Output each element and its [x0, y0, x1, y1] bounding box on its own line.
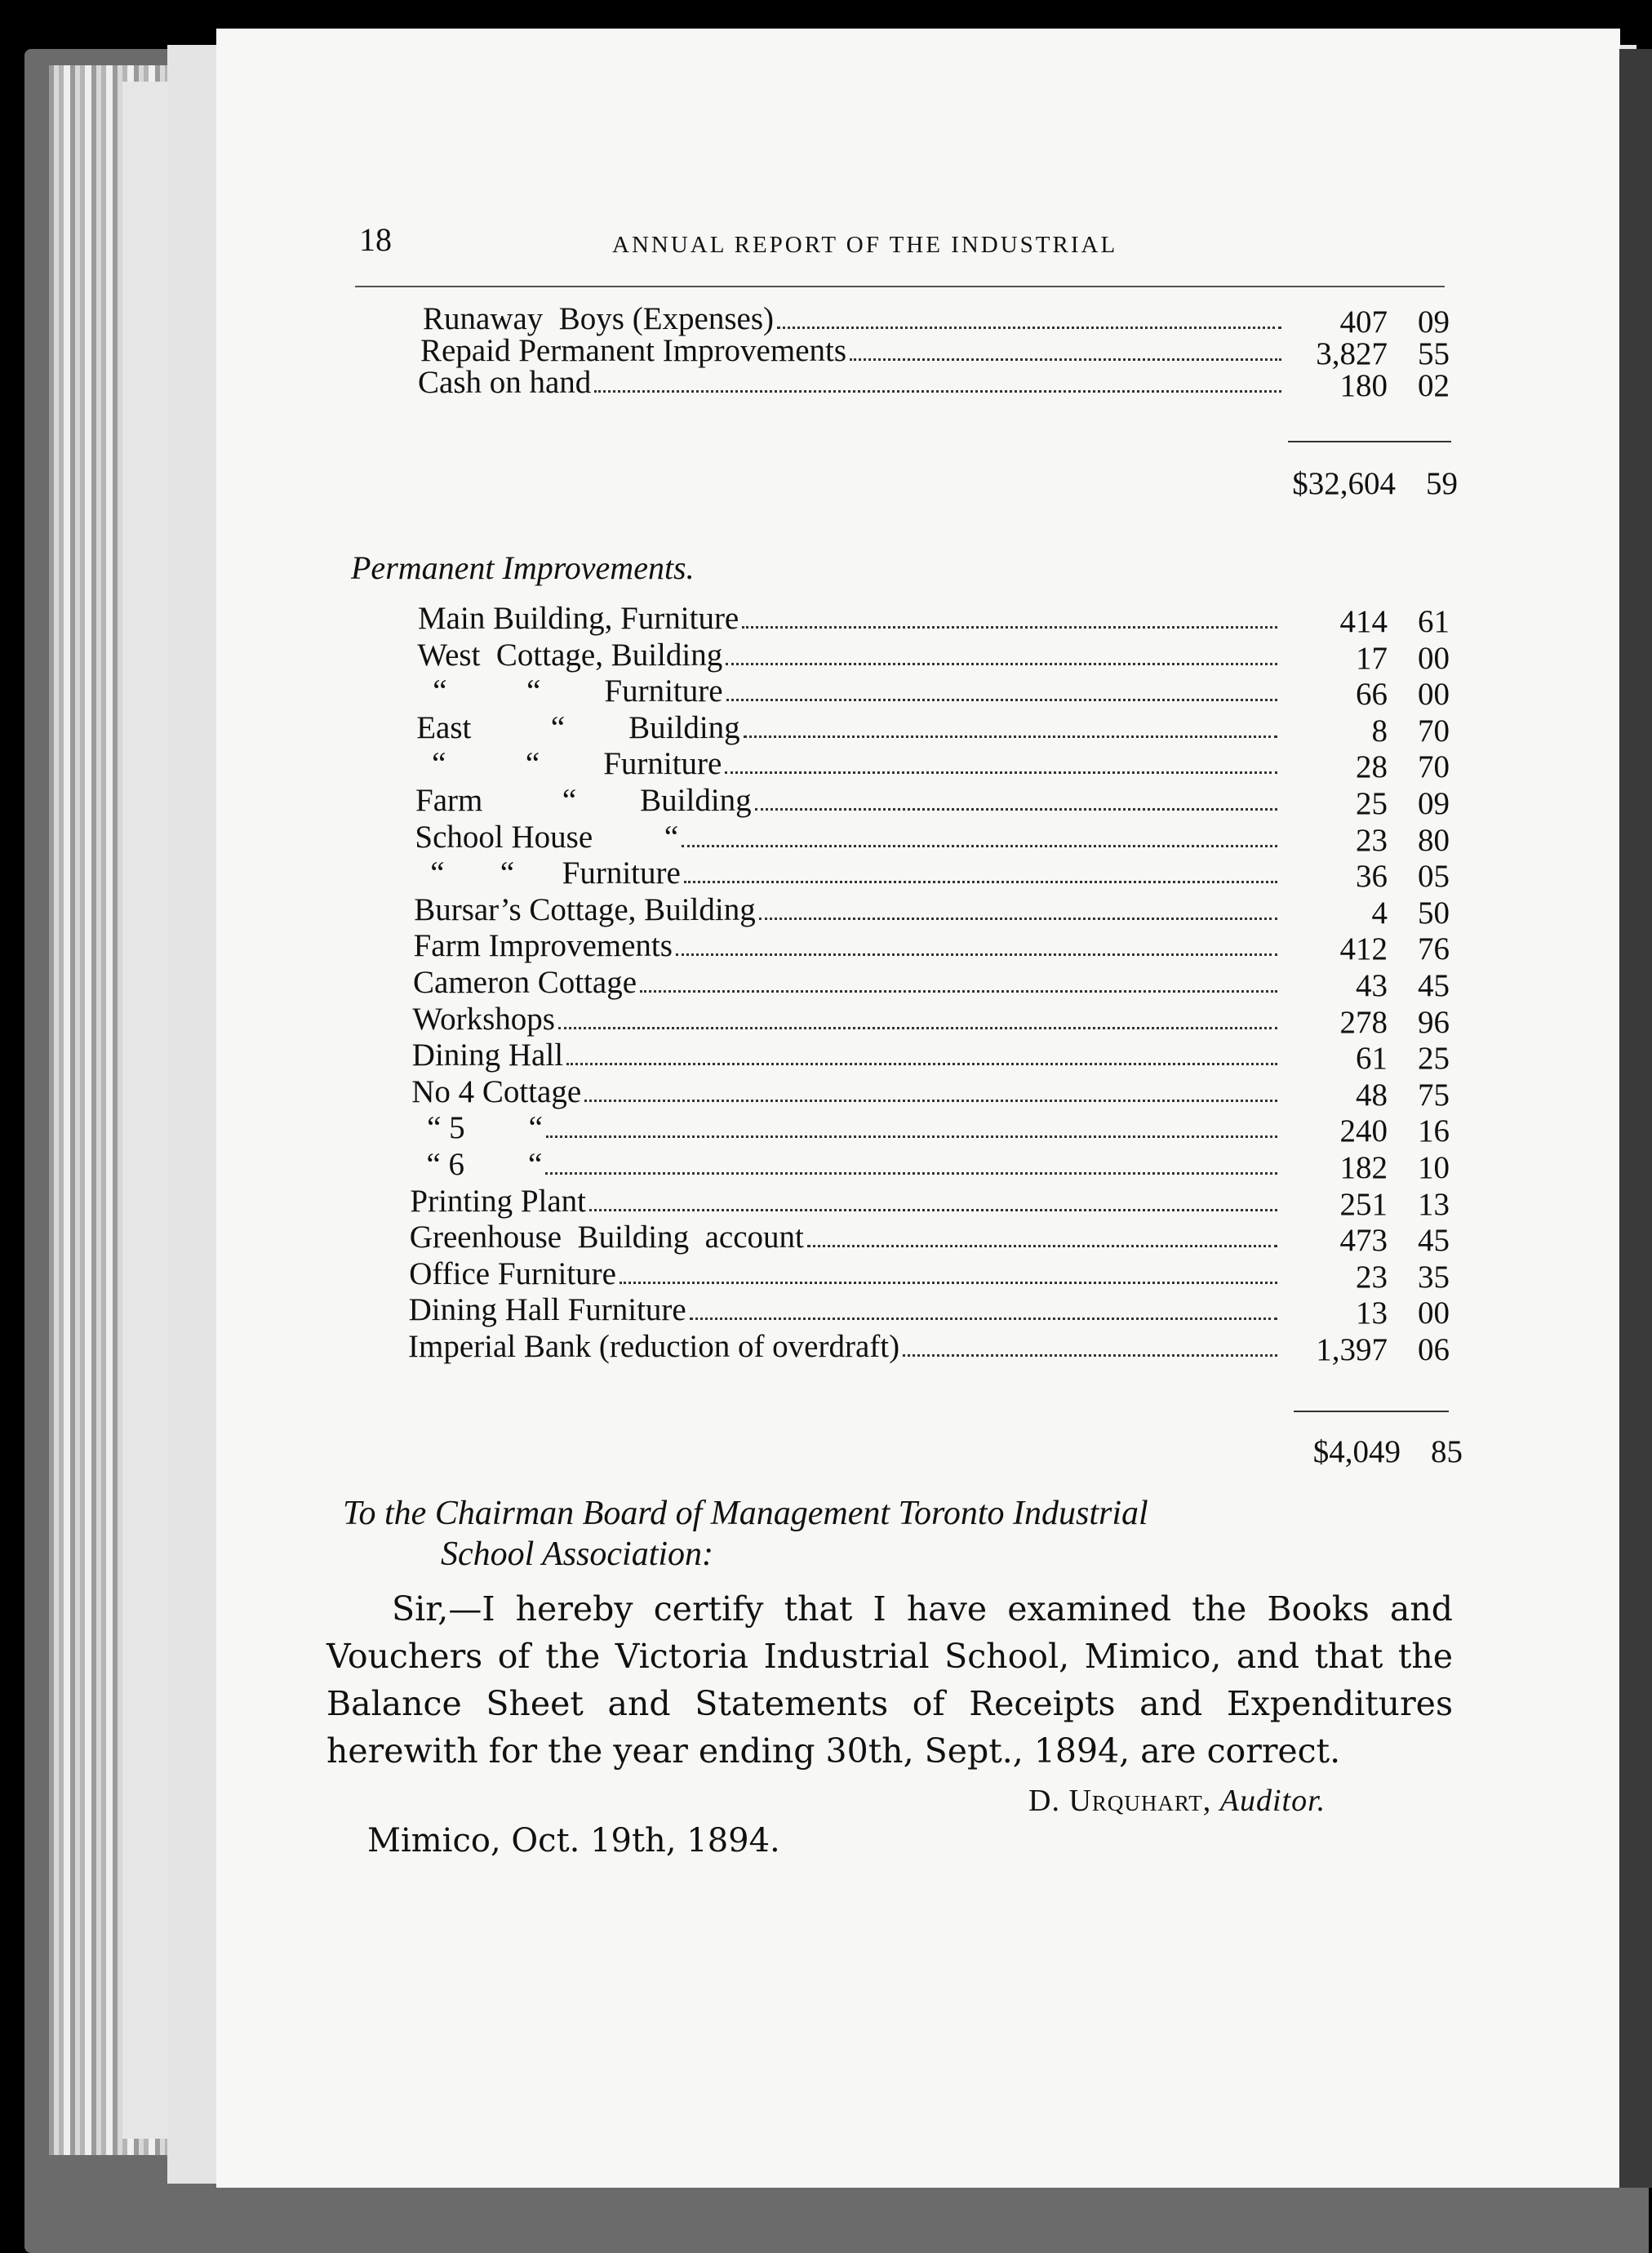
improvement-item-row [418, 600, 1286, 638]
improvement-item-dollars: 182 [1339, 1150, 1388, 1185]
items-total-cents: 85 [1431, 1434, 1463, 1469]
improvement-item-label: “ “ Furniture [415, 746, 722, 782]
items-total-dollars: $4,049 [1312, 1434, 1401, 1469]
improvement-item-row [413, 964, 1286, 1002]
improvement-item-cents: 05 [1418, 859, 1450, 895]
improvement-item-cents: 00 [1418, 1295, 1450, 1331]
improvement-item-leader [589, 1188, 1277, 1211]
improvement-item-cents: 09 [1418, 786, 1450, 821]
improvement-item-amount [1265, 822, 1450, 859]
improvement-item-dollars: 278 [1339, 1004, 1388, 1040]
improvement-item-label: No 4 Cottage [411, 1073, 582, 1109]
improvement-item-cents: 76 [1418, 931, 1450, 967]
improvement-item-amount [1265, 1077, 1450, 1113]
improvement-item-leader [744, 714, 1277, 738]
top-item-cents: 02 [1418, 368, 1450, 403]
improvement-item-dollars: 48 [1356, 1077, 1388, 1113]
improvement-item-amount [1265, 603, 1450, 640]
improvement-item-dollars: 13 [1356, 1295, 1388, 1331]
improvement-item-cents: 10 [1418, 1150, 1450, 1185]
improvement-item-dollars: 8 [1371, 713, 1388, 749]
improvement-item-cents: 06 [1418, 1332, 1450, 1367]
items-sum-rule [1294, 1411, 1449, 1412]
improvement-item-label: Farm “ Building [415, 783, 752, 818]
improvement-item-label: Main Building, Furniture [418, 601, 739, 636]
improvement-item-dollars: 61 [1356, 1041, 1388, 1077]
top-item-cents: 09 [1418, 304, 1450, 340]
improvement-item-leader [755, 787, 1277, 811]
improvement-item-row [415, 782, 1286, 820]
improvement-item-label: Imperial Bank (reduction of overdraft) [408, 1329, 900, 1364]
improvement-item-cents: 45 [1418, 968, 1450, 1003]
improvement-item-dollars: 66 [1356, 677, 1388, 713]
certification-body: Sir,—I hereby certify that I have examined the Books and Vouchers of the Victoria Industrial School, Mimico, and that the Balance Sheet and Statements of Receipts and Expenditures herewith for the year ending 30th, Sept., 1894, are correct. [326, 1589, 1453, 1771]
improvement-item-leader [584, 1078, 1277, 1102]
improvement-item-label: “ “ Furniture [414, 855, 681, 891]
improvement-item-cents: 50 [1418, 895, 1450, 931]
improvement-item-row [408, 1328, 1286, 1366]
top-item-row [418, 364, 1290, 402]
improvement-item-amount [1265, 1004, 1450, 1041]
improvement-item-cents: 00 [1418, 640, 1450, 676]
top-item-leader [850, 337, 1281, 361]
top-total-cents: 59 [1426, 466, 1458, 501]
improvement-item-row [416, 745, 1286, 783]
improvement-item-cents: 45 [1418, 1223, 1450, 1259]
improvement-item-row [412, 1037, 1286, 1074]
improvement-item-leader [640, 969, 1277, 993]
top-item-label: Cash on hand [418, 365, 592, 400]
improvement-item-row [410, 1219, 1286, 1256]
improvement-item-label: Farm Improvements [413, 928, 673, 964]
improvement-item-cents: 70 [1418, 713, 1450, 749]
improvement-item-leader [676, 932, 1277, 956]
improvement-item-row [411, 1109, 1286, 1147]
improvement-item-leader [726, 642, 1277, 665]
improvement-item-label: Bursar’s Cottage, Building [414, 891, 756, 927]
improvement-item-label: East “ Building [416, 709, 740, 745]
improvement-item-amount [1265, 1186, 1450, 1223]
improvement-item-amount [1265, 1295, 1450, 1331]
improvement-item-amount [1265, 1331, 1450, 1368]
improvement-item-row [411, 1146, 1286, 1184]
improvement-item-amount [1265, 1259, 1450, 1295]
certification-text [326, 1585, 1453, 1775]
improvement-item-leader [545, 1151, 1277, 1175]
improvement-item-label: Office Furniture [409, 1255, 616, 1291]
improvement-item-label: Dining Hall [411, 1038, 564, 1073]
improvement-item-dollars: 23 [1356, 822, 1388, 858]
top-item-dollars: 180 [1339, 368, 1388, 403]
improvement-item-row [417, 637, 1286, 674]
improvement-item-amount [1265, 676, 1450, 713]
improvement-item-dollars: 23 [1356, 1259, 1388, 1295]
improvement-item-leader [725, 750, 1277, 774]
improvement-item-cents: 80 [1418, 822, 1450, 858]
improvement-item-cents: 35 [1418, 1259, 1450, 1295]
improvement-item-amount [1265, 1149, 1450, 1186]
page-number: 18 [359, 221, 392, 258]
improvement-item-cents: 25 [1418, 1041, 1450, 1077]
improvement-item-label: “ 6 “ [411, 1147, 543, 1182]
improvement-item-row [410, 1183, 1286, 1220]
improvement-item-cents: 70 [1418, 749, 1450, 785]
book-right-edge [1619, 49, 1652, 2188]
improvement-item-row [414, 891, 1286, 929]
improvement-item-label: Cameron Cottage [413, 965, 637, 1000]
improvement-item-amount [1265, 1113, 1450, 1149]
improvement-item-leader [742, 605, 1277, 629]
improvement-item-dollars: 1,397 [1316, 1332, 1388, 1367]
improvement-item-row [415, 819, 1286, 856]
improvement-item-row [415, 855, 1286, 892]
improvement-item-amount [1265, 931, 1450, 967]
improvement-item-label: Printing Plant [410, 1183, 586, 1219]
improvement-item-amount [1265, 858, 1450, 895]
dateline: Mimico, Oct. 19th, 1894. [367, 1822, 780, 1860]
improvement-item-leader [566, 1042, 1277, 1065]
address-line-2: School Association: [441, 1535, 714, 1573]
improvement-item-amount [1265, 713, 1450, 749]
improvement-item-amount [1265, 1222, 1450, 1259]
improvement-item-label: Dining Hall Furniture [408, 1292, 686, 1328]
top-item-amount [1265, 367, 1450, 404]
header-rule [355, 286, 1445, 287]
improvement-item-leader [807, 1224, 1277, 1247]
improvement-item-leader [684, 860, 1277, 883]
improvement-item-amount [1265, 1040, 1450, 1077]
improvement-item-leader [620, 1260, 1277, 1284]
improvement-item-cents: 16 [1418, 1113, 1450, 1149]
improvement-item-label: West Cottage, Building [417, 637, 723, 673]
improvement-item-leader [558, 1006, 1277, 1029]
improvement-item-label: “ “ Furniture [416, 673, 723, 709]
improvement-item-cents: 96 [1418, 1004, 1450, 1040]
improvement-item-label: “ 5 “ [411, 1110, 543, 1146]
improvement-item-label: Workshops [412, 1001, 555, 1037]
running-head: ANNUAL REPORT OF THE INDUSTRIAL [612, 232, 1118, 258]
improvement-item-dollars: 473 [1339, 1223, 1388, 1259]
top-item-leader [777, 305, 1281, 329]
improvement-item-leader [682, 824, 1277, 847]
page-header [0, 220, 1652, 269]
improvement-item-dollars: 4 [1371, 895, 1388, 931]
top-item-leader [594, 369, 1281, 393]
top-item-dollars: 3,827 [1316, 336, 1388, 371]
improvement-item-dollars: 25 [1356, 786, 1388, 821]
improvement-item-amount [1265, 895, 1450, 931]
top-item-label: Runaway Boys (Expenses) [423, 301, 775, 336]
top-item-cents: 55 [1418, 336, 1450, 371]
improvement-item-row [409, 1291, 1286, 1329]
improvement-item-row [411, 1073, 1286, 1111]
improvement-item-dollars: 240 [1339, 1113, 1388, 1149]
auditor-role: Auditor. [1219, 1784, 1326, 1818]
improvement-item-amount [1265, 785, 1450, 822]
items-total [1278, 1433, 1463, 1470]
improvement-item-amount [1265, 749, 1450, 785]
improvement-item-dollars: 251 [1339, 1186, 1388, 1222]
improvement-item-amount [1265, 640, 1450, 677]
improvement-item-amount [1265, 967, 1450, 1004]
improvement-item-row [412, 1001, 1286, 1038]
improvement-item-leader [546, 1114, 1277, 1138]
improvement-item-dollars: 36 [1356, 859, 1388, 895]
section-title: Permanent Improvements. [351, 549, 695, 586]
improvement-item-cents: 75 [1418, 1077, 1450, 1113]
improvement-item-row [414, 927, 1286, 965]
improvement-item-cents: 61 [1418, 604, 1450, 639]
improvement-item-dollars: 412 [1339, 931, 1388, 967]
improvement-item-row [409, 1255, 1286, 1293]
top-item-label: Repaid Permanent Improvements [420, 333, 847, 368]
signature [1028, 1783, 1326, 1819]
top-item-dollars: 407 [1339, 304, 1388, 340]
address-line-1: To the Chairman Board of Management Toronto Industrial [343, 1495, 1148, 1532]
improvement-item-label: Greenhouse Building account [409, 1220, 804, 1255]
top-total-dollars: $32,604 [1292, 466, 1396, 501]
auditor-name: D. Urquhart, [1028, 1784, 1212, 1818]
improvement-item-leader [759, 896, 1277, 920]
improvement-item-leader [690, 1296, 1277, 1320]
top-total [1273, 465, 1458, 502]
improvement-item-cents: 00 [1418, 677, 1450, 713]
improvement-item-row [417, 673, 1286, 710]
improvement-item-dollars: 17 [1356, 640, 1388, 676]
improvement-item-leader [903, 1333, 1277, 1357]
improvement-item-cents: 13 [1418, 1186, 1450, 1222]
improvement-item-dollars: 414 [1339, 604, 1388, 639]
improvement-item-label: School House “ [415, 819, 679, 855]
improvement-item-dollars: 43 [1356, 968, 1388, 1003]
improvement-item-row [416, 709, 1286, 747]
improvement-item-dollars: 28 [1356, 749, 1388, 785]
top-sum-rule [1288, 441, 1451, 442]
improvement-item-leader [726, 678, 1277, 701]
